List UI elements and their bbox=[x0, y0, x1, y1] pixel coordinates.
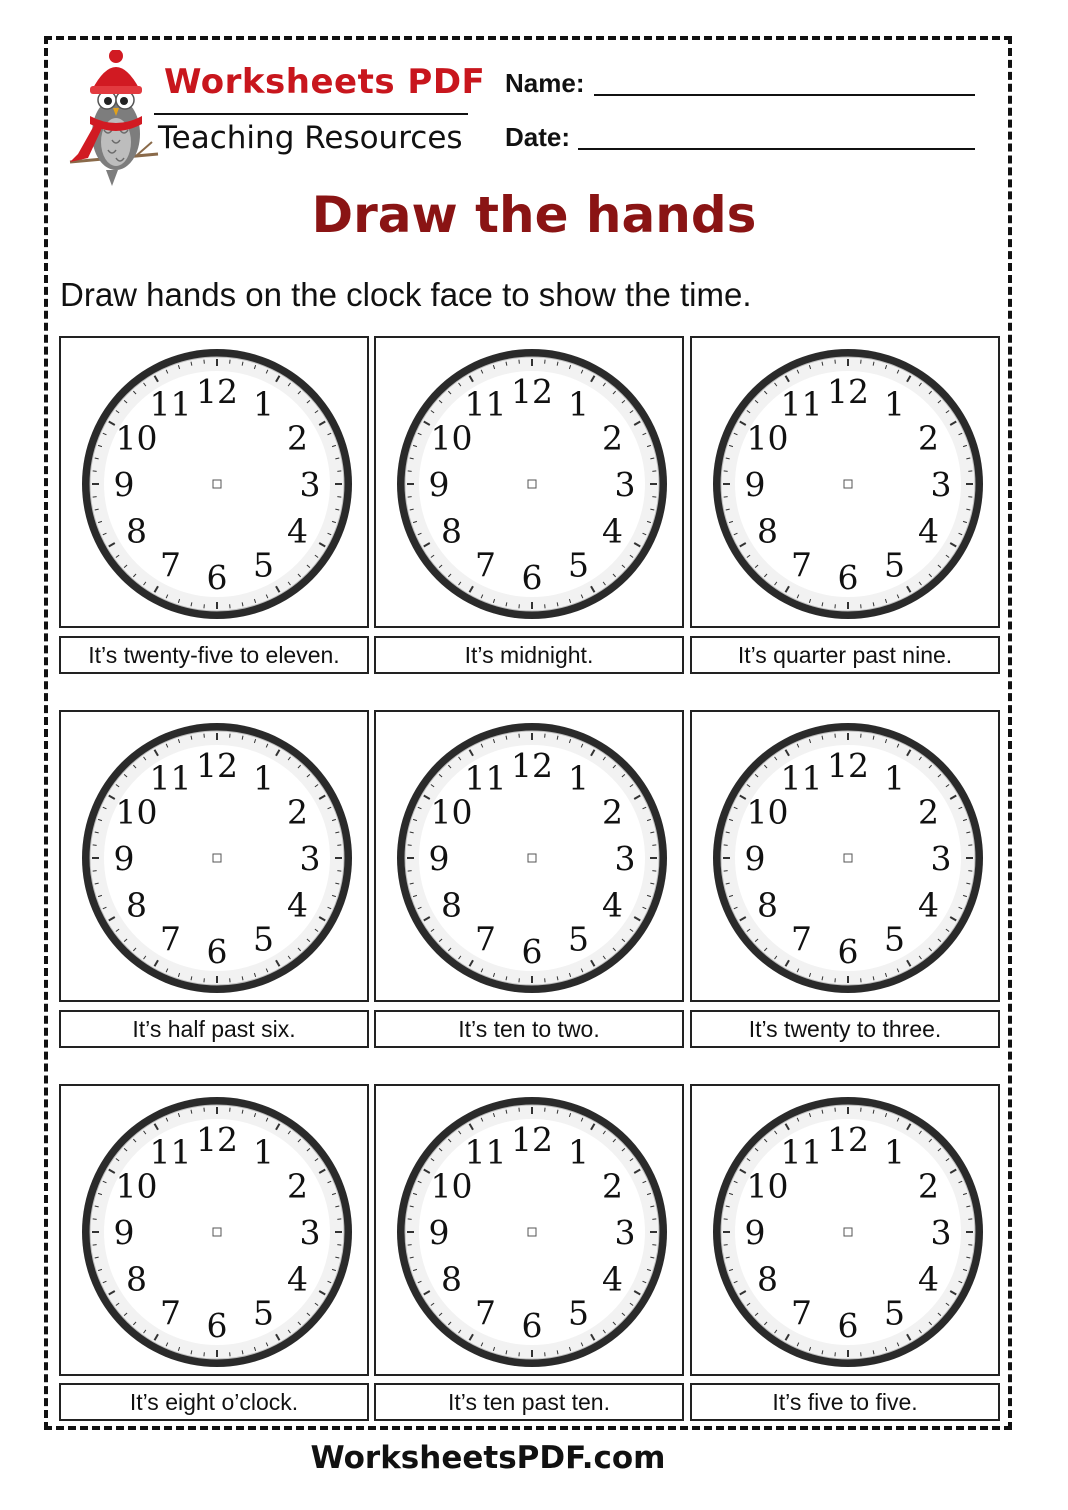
brand-divider bbox=[154, 113, 468, 115]
time-caption: It’s ten to two. bbox=[374, 1010, 684, 1048]
clock-numeral: 3 bbox=[930, 1213, 952, 1252]
clock-numeral: 12 bbox=[827, 372, 869, 411]
clock-numeral: 2 bbox=[602, 418, 624, 458]
clock-numeral: 7 bbox=[475, 1293, 496, 1333]
clock-numeral: 7 bbox=[160, 919, 181, 959]
clock-numeral: 4 bbox=[287, 511, 309, 551]
time-caption: It’s half past six. bbox=[59, 1010, 369, 1048]
clock-numeral: 10 bbox=[430, 792, 473, 832]
clock-numeral: 6 bbox=[837, 932, 859, 971]
clock-numeral: 6 bbox=[206, 1306, 228, 1345]
clock-numeral: 9 bbox=[113, 839, 135, 878]
clock-center-pin bbox=[528, 480, 536, 488]
clock-center-pin bbox=[213, 480, 221, 488]
clock-numeral: 2 bbox=[602, 1166, 624, 1206]
page-title: Draw the hands bbox=[311, 186, 757, 244]
clock-numeral: 2 bbox=[918, 1166, 940, 1206]
clock-center-pin bbox=[213, 1228, 221, 1236]
clock-face[interactable] bbox=[692, 712, 1002, 1004]
clock-card[interactable] bbox=[374, 336, 684, 628]
clock-numeral: 11 bbox=[780, 384, 823, 424]
clock-numeral: 5 bbox=[568, 919, 589, 959]
clock-numeral: 5 bbox=[253, 919, 274, 959]
time-caption: It’s eight o’clock. bbox=[59, 1383, 369, 1421]
clock-numeral: 9 bbox=[113, 465, 135, 504]
clock-numeral: 6 bbox=[521, 558, 543, 597]
name-label: Name: bbox=[505, 68, 585, 98]
clock-numeral: 8 bbox=[756, 511, 778, 551]
clock-numeral: 1 bbox=[884, 758, 905, 798]
clock-numeral: 10 bbox=[430, 418, 473, 458]
clock-face[interactable] bbox=[692, 338, 1002, 630]
brand-subtitle: Teaching Resources bbox=[158, 120, 463, 156]
clock-numeral: 3 bbox=[614, 465, 636, 504]
clock-numeral: 1 bbox=[884, 1132, 905, 1172]
clock-numeral: 2 bbox=[287, 792, 309, 832]
clock-numeral: 5 bbox=[884, 919, 905, 959]
clock-numeral: 5 bbox=[568, 1293, 589, 1333]
clock-numeral: 10 bbox=[430, 1166, 473, 1206]
clock-numeral: 7 bbox=[791, 545, 812, 585]
clock-face[interactable] bbox=[692, 1086, 1002, 1378]
clock-numeral: 4 bbox=[918, 885, 940, 925]
clock-numeral: 9 bbox=[113, 1213, 135, 1252]
clock-numeral: 6 bbox=[206, 932, 228, 971]
clock-numeral: 12 bbox=[196, 372, 238, 411]
clock-numeral: 6 bbox=[521, 1306, 543, 1345]
date-label: Date: bbox=[505, 122, 571, 152]
time-caption: It’s ten past ten. bbox=[374, 1383, 684, 1421]
clock-numeral: 4 bbox=[918, 1259, 940, 1299]
clock-numeral: 4 bbox=[602, 511, 624, 551]
clock-card[interactable] bbox=[59, 336, 369, 628]
clock-center-pin bbox=[844, 480, 852, 488]
time-caption: It’s twenty to three. bbox=[690, 1010, 1000, 1048]
clock-numeral: 9 bbox=[428, 839, 450, 878]
clock-numeral: 11 bbox=[464, 384, 507, 424]
clock-numeral: 4 bbox=[602, 1259, 624, 1299]
clock-numeral: 5 bbox=[253, 1293, 274, 1333]
footer-website: WorksheetsPDF.com bbox=[310, 1440, 666, 1476]
clock-numeral: 7 bbox=[791, 1293, 812, 1333]
date-field[interactable] bbox=[578, 148, 975, 150]
clock-numeral: 5 bbox=[568, 545, 589, 585]
clock-numeral: 6 bbox=[837, 1306, 859, 1345]
clock-numeral: 12 bbox=[511, 746, 553, 785]
clock-numeral: 8 bbox=[440, 511, 462, 551]
clock-numeral: 5 bbox=[253, 545, 274, 585]
clock-numeral: 4 bbox=[287, 1259, 309, 1299]
clock-numeral: 9 bbox=[744, 465, 766, 504]
clock-numeral: 6 bbox=[837, 558, 859, 597]
clock-numeral: 9 bbox=[744, 839, 766, 878]
time-caption: It’s quarter past nine. bbox=[690, 636, 1000, 674]
clock-numeral: 10 bbox=[746, 418, 789, 458]
clock-numeral: 7 bbox=[475, 545, 496, 585]
clock-face[interactable] bbox=[61, 712, 371, 1004]
clock-numeral: 3 bbox=[299, 1213, 321, 1252]
clock-numeral: 6 bbox=[206, 558, 228, 597]
clock-card[interactable] bbox=[374, 1084, 684, 1376]
clock-numeral: 10 bbox=[115, 1166, 158, 1206]
clock-numeral: 3 bbox=[614, 839, 636, 878]
clock-numeral: 6 bbox=[521, 932, 543, 971]
clock-face[interactable] bbox=[61, 338, 371, 630]
owl-mascot-logo bbox=[66, 50, 162, 190]
clock-numeral: 8 bbox=[440, 885, 462, 925]
clock-numeral: 4 bbox=[918, 511, 940, 551]
clock-numeral: 5 bbox=[884, 545, 905, 585]
clock-numeral: 9 bbox=[428, 1213, 450, 1252]
clock-numeral: 10 bbox=[115, 418, 158, 458]
clock-numeral: 2 bbox=[287, 418, 309, 458]
clock-numeral: 8 bbox=[125, 885, 147, 925]
clock-numeral: 8 bbox=[440, 1259, 462, 1299]
clock-numeral: 3 bbox=[299, 465, 321, 504]
clock-numeral: 12 bbox=[196, 1120, 238, 1159]
clock-numeral: 1 bbox=[253, 1132, 274, 1172]
clock-card[interactable] bbox=[374, 710, 684, 1002]
clock-numeral: 1 bbox=[253, 758, 274, 798]
clock-numeral: 12 bbox=[511, 1120, 553, 1159]
clock-numeral: 1 bbox=[568, 1132, 589, 1172]
clock-card[interactable] bbox=[690, 336, 1000, 628]
clock-numeral: 11 bbox=[464, 1132, 507, 1172]
clock-face[interactable] bbox=[61, 1086, 371, 1378]
clock-numeral: 8 bbox=[125, 511, 147, 551]
clock-card[interactable] bbox=[59, 1084, 369, 1376]
clock-numeral: 1 bbox=[568, 758, 589, 798]
time-caption: It’s midnight. bbox=[374, 636, 684, 674]
clock-numeral: 12 bbox=[827, 1120, 869, 1159]
clock-numeral: 3 bbox=[614, 1213, 636, 1252]
name-field[interactable] bbox=[594, 94, 975, 96]
clock-numeral: 3 bbox=[930, 465, 952, 504]
clock-center-pin bbox=[844, 1228, 852, 1236]
clock-numeral: 11 bbox=[149, 384, 192, 424]
clock-numeral: 12 bbox=[511, 372, 553, 411]
clock-numeral: 1 bbox=[884, 384, 905, 424]
clock-numeral: 7 bbox=[160, 1293, 181, 1333]
clock-numeral: 5 bbox=[884, 1293, 905, 1333]
clock-numeral: 10 bbox=[115, 792, 158, 832]
clock-numeral: 11 bbox=[780, 758, 823, 798]
clock-numeral: 2 bbox=[602, 792, 624, 832]
clock-face[interactable] bbox=[376, 338, 686, 630]
clock-center-pin bbox=[213, 854, 221, 862]
clock-numeral: 9 bbox=[744, 1213, 766, 1252]
clock-card[interactable] bbox=[690, 710, 1000, 1002]
clock-numeral: 8 bbox=[125, 1259, 147, 1299]
clock-numeral: 7 bbox=[475, 919, 496, 959]
clock-numeral: 2 bbox=[918, 792, 940, 832]
time-caption: It’s five to five. bbox=[690, 1383, 1000, 1421]
clock-numeral: 11 bbox=[780, 1132, 823, 1172]
clock-numeral: 4 bbox=[287, 885, 309, 925]
brand-title: Worksheets PDF bbox=[164, 62, 486, 102]
clock-face[interactable] bbox=[376, 1086, 686, 1378]
clock-numeral: 11 bbox=[149, 1132, 192, 1172]
clock-numeral: 8 bbox=[756, 1259, 778, 1299]
clock-numeral: 1 bbox=[253, 384, 274, 424]
clock-numeral: 10 bbox=[746, 792, 789, 832]
clock-numeral: 12 bbox=[827, 746, 869, 785]
clock-center-pin bbox=[528, 1228, 536, 1236]
clock-card[interactable] bbox=[690, 1084, 1000, 1376]
clock-numeral: 9 bbox=[428, 465, 450, 504]
clock-numeral: 11 bbox=[464, 758, 507, 798]
clock-numeral: 3 bbox=[930, 839, 952, 878]
clock-numeral: 7 bbox=[791, 919, 812, 959]
clock-numeral: 12 bbox=[196, 746, 238, 785]
clock-numeral: 4 bbox=[602, 885, 624, 925]
clock-numeral: 2 bbox=[287, 1166, 309, 1206]
clock-numeral: 2 bbox=[918, 418, 940, 458]
clock-numeral: 11 bbox=[149, 758, 192, 798]
clock-center-pin bbox=[844, 854, 852, 862]
clock-numeral: 10 bbox=[746, 1166, 789, 1206]
instructions: Draw hands on the clock face to show the time. bbox=[60, 276, 752, 313]
clock-numeral: 3 bbox=[299, 839, 321, 878]
clock-numeral: 8 bbox=[756, 885, 778, 925]
clock-numeral: 1 bbox=[568, 384, 589, 424]
clock-numeral: 7 bbox=[160, 545, 181, 585]
clock-center-pin bbox=[528, 854, 536, 862]
clock-face[interactable] bbox=[376, 712, 686, 1004]
clock-card[interactable] bbox=[59, 710, 369, 1002]
time-caption: It’s twenty-five to eleven. bbox=[59, 636, 369, 674]
